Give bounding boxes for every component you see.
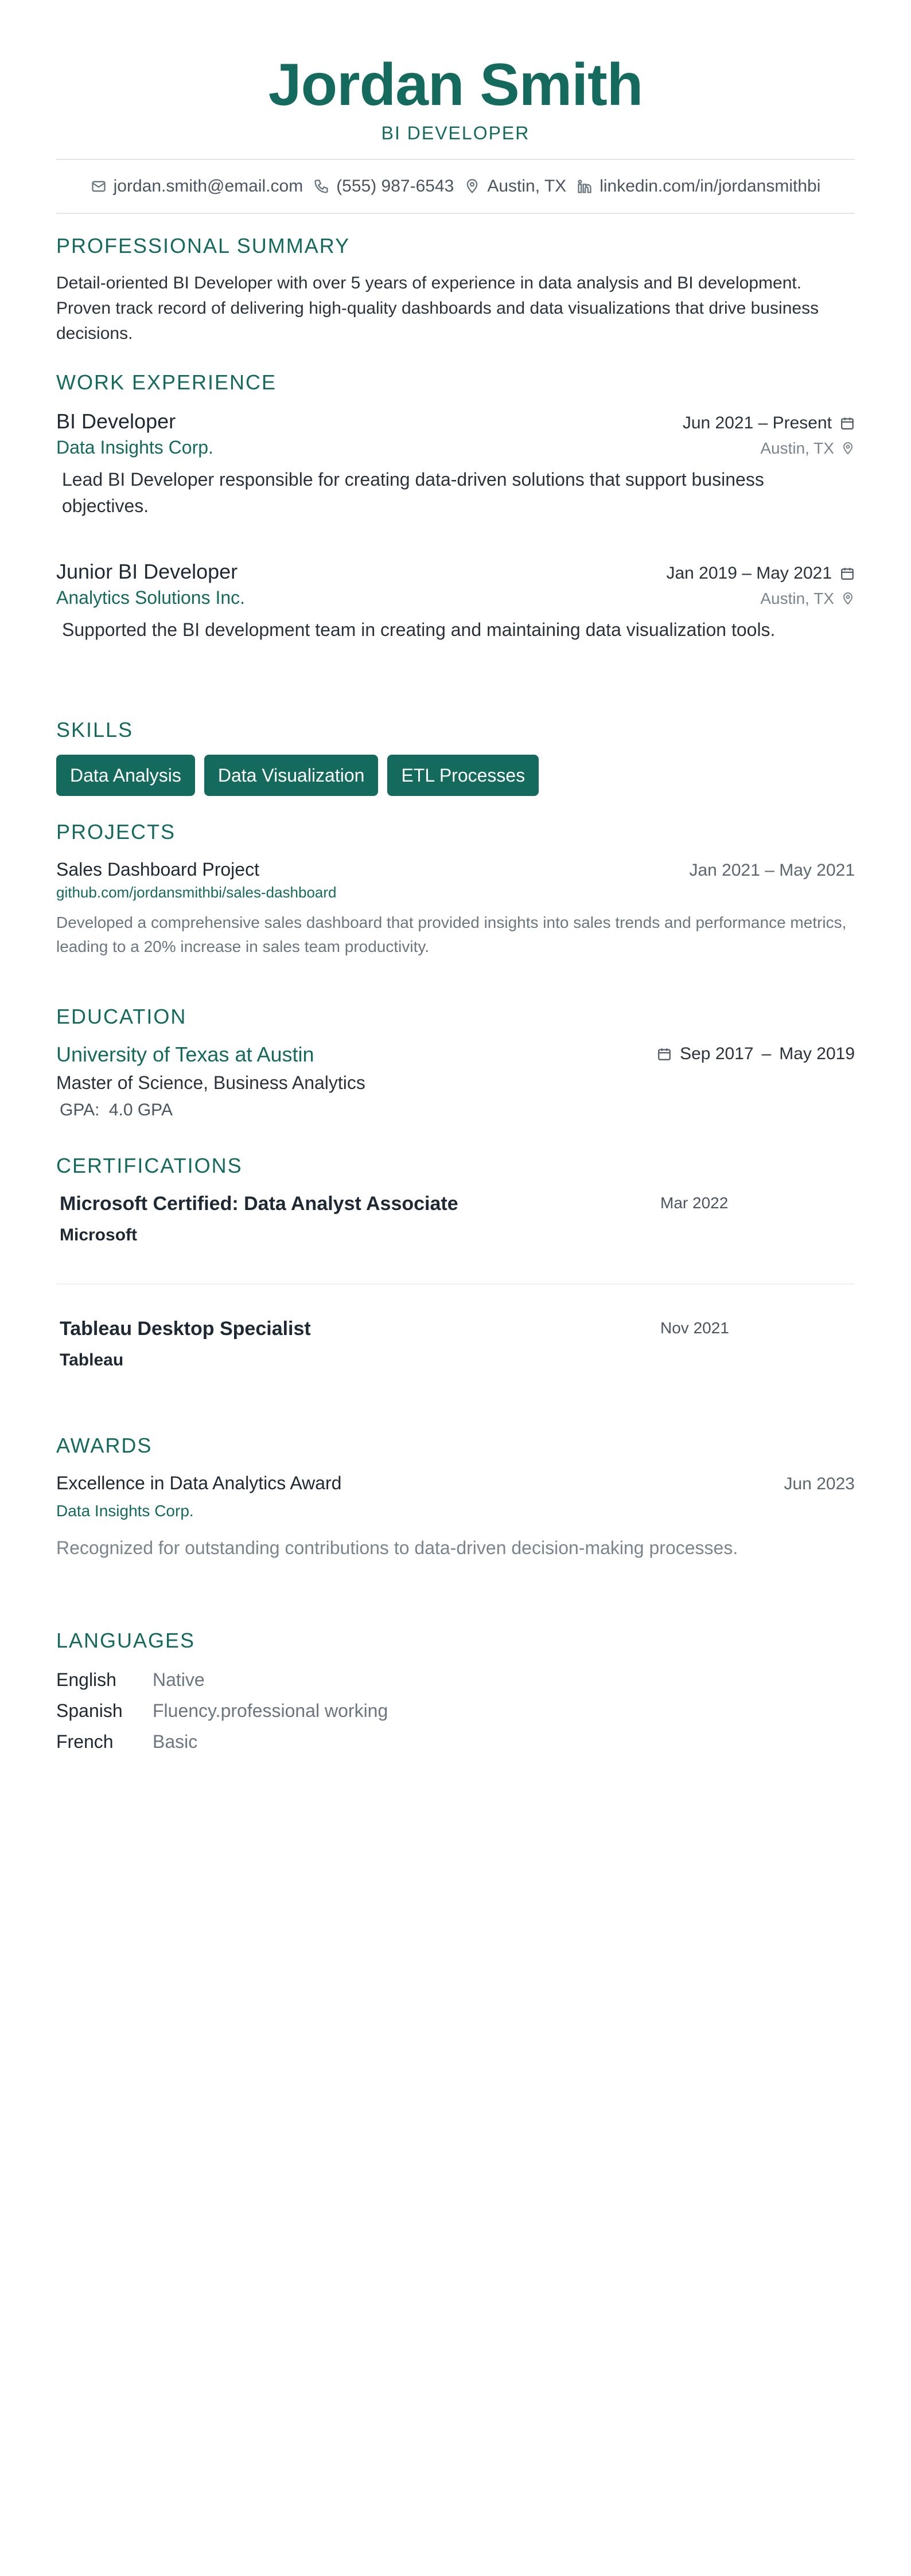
candidate-role: BI DEVELOPER <box>381 123 530 143</box>
map-pin-icon <box>841 592 855 606</box>
phone-text: (555) 987-6543 <box>336 177 454 196</box>
projects-section <box>56 820 855 959</box>
summary-section <box>56 234 855 346</box>
language-name: Spanish <box>56 1700 123 1721</box>
job-entry <box>56 409 855 519</box>
education-gpa <box>56 1100 855 1120</box>
job-location <box>760 439 855 458</box>
mail-icon <box>91 178 107 194</box>
language-level: Basic <box>153 1731 198 1752</box>
skills-section <box>56 718 855 796</box>
certifications-section <box>56 1154 855 1178</box>
certification-date: Nov 2021 <box>660 1319 729 1337</box>
job-dates <box>683 413 855 433</box>
project-description: Developed a comprehensive sales dashboard that provided insights into sales trends and performance metrics, leading to a 20% increase in sales team productivity. <box>56 914 847 955</box>
award-date: Jun 2023 <box>784 1474 855 1493</box>
education-date-separator: – <box>761 1044 772 1063</box>
awards-section <box>56 1434 855 1559</box>
award-name: Excellence in Data Analytics Award <box>56 1473 342 1493</box>
job-dates-text: Jun 2021 – Present <box>682 413 832 432</box>
resume-header <box>56 0 855 214</box>
calendar-icon <box>840 566 855 581</box>
job-location-text: Austin, TX <box>760 590 834 607</box>
job-location-text: Austin, TX <box>760 439 834 457</box>
award-organization: Data Insights Corp. <box>56 1502 194 1520</box>
languages-list <box>56 1664 855 1757</box>
awards-title: AWARDS <box>56 1434 153 1457</box>
education-section <box>56 1005 855 1120</box>
language-level: Native <box>153 1669 205 1690</box>
skills-title: SKILLS <box>56 718 134 741</box>
summary-title: PROFESSIONAL SUMMARY <box>56 234 351 257</box>
project-dates: Jan 2021 – May 2021 <box>689 861 855 880</box>
email-text: jordan.smith@email.com <box>113 177 303 196</box>
language-row <box>56 1726 855 1757</box>
location-text: Austin, TX <box>487 177 567 196</box>
project-link[interactable]: github.com/jordansmithbi/sales-dashboard <box>56 884 337 901</box>
linkedin-icon <box>577 178 593 194</box>
certification-entry <box>56 1193 855 1245</box>
contact-location <box>464 177 566 196</box>
job-description: Lead BI Developer responsible for creating data-driven solutions that support business objectives. <box>62 469 764 516</box>
languages-section <box>56 1629 855 1757</box>
phone-icon <box>313 178 329 194</box>
skill-tag: ETL Processes <box>387 755 539 796</box>
skill-tag: Data Analysis <box>56 755 195 796</box>
skill-tag: Data Visualization <box>204 755 379 796</box>
experience-title: WORK EXPERIENCE <box>56 370 277 394</box>
map-pin-icon <box>841 442 855 455</box>
calendar-icon <box>840 416 855 431</box>
job-title: BI Developer <box>56 409 176 433</box>
calendar-icon <box>657 1047 672 1061</box>
projects-title: PROJECTS <box>56 820 176 844</box>
job-company: Data Insights Corp. <box>56 437 213 458</box>
gpa-label: GPA: <box>60 1100 100 1119</box>
language-row <box>56 1695 855 1726</box>
award-description: Recognized for outstanding contributions to data-driven decision-making processes. <box>56 1537 738 1558</box>
language-name: French <box>56 1731 114 1752</box>
certification-name: Microsoft Certified: Data Analyst Associate <box>60 1193 458 1215</box>
language-name: English <box>56 1669 116 1690</box>
education-start: Sep 2017 <box>680 1044 754 1063</box>
gpa-value: 4.0 GPA <box>108 1100 173 1119</box>
certification-name: Tableau Desktop Specialist <box>60 1318 311 1340</box>
map-pin-icon <box>464 178 480 194</box>
summary-text: Detail-oriented BI Developer with over 5 years of experience in data analysis and BI development. Proven track record of delivering high-quality dashboards and data visualizations that drive business decisions. <box>56 274 819 343</box>
candidate-name: Jordan Smith <box>268 52 643 118</box>
certification-date: Mar 2022 <box>660 1194 729 1212</box>
language-level: Fluency.professional working <box>153 1700 388 1721</box>
certifications-title: CERTIFICATIONS <box>56 1154 243 1177</box>
contact-bar <box>56 159 855 214</box>
education-dates <box>657 1044 855 1064</box>
education-degree: Master of Science, Business Analytics <box>56 1072 365 1093</box>
job-dates-text: Jan 2019 – May 2021 <box>666 564 832 583</box>
certification-issuer: Tableau <box>60 1351 124 1369</box>
languages-title: LANGUAGES <box>56 1629 196 1652</box>
linkedin-text: linkedin.com/in/jordansmithbi <box>599 177 821 196</box>
certification-entry <box>56 1318 855 1370</box>
divider <box>56 1283 855 1285</box>
project-name: Sales Dashboard Project <box>56 859 259 880</box>
experience-section <box>56 370 855 395</box>
education-school: University of Texas at Austin <box>56 1043 314 1066</box>
job-company: Analytics Solutions Inc. <box>56 587 246 608</box>
education-title: EDUCATION <box>56 1005 187 1028</box>
job-location <box>760 590 855 608</box>
job-description: Supported the BI development team in creating and maintaining data visualization tools. <box>62 619 776 640</box>
certification-issuer: Microsoft <box>60 1225 137 1244</box>
skills-list <box>56 755 855 796</box>
contact-phone[interactable] <box>313 177 454 196</box>
contact-email[interactable] <box>91 177 303 196</box>
education-end: May 2019 <box>779 1044 855 1063</box>
language-row <box>56 1664 855 1695</box>
job-entry <box>56 560 855 643</box>
job-title: Junior BI Developer <box>56 560 238 583</box>
contact-linkedin[interactable] <box>577 177 820 196</box>
job-dates <box>666 564 855 583</box>
